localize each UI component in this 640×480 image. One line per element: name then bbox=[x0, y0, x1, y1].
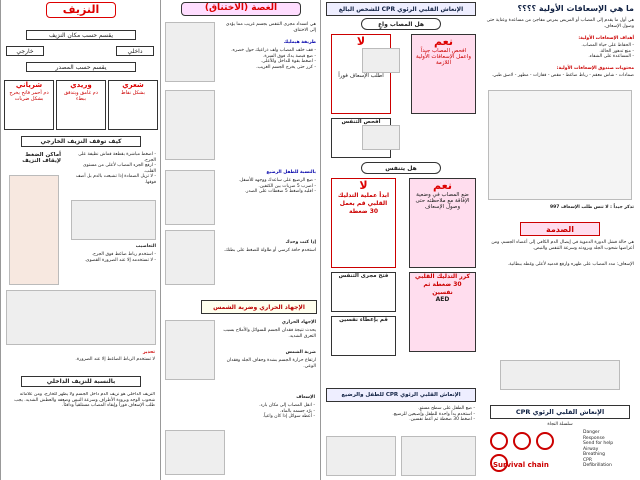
drsabc-airway: Airway bbox=[583, 446, 599, 452]
choking-image bbox=[165, 22, 215, 82]
check-breathing-box: افحص التنفس bbox=[331, 118, 391, 158]
choking-column bbox=[160, 0, 320, 480]
bleeding-title: النزيف bbox=[46, 2, 116, 18]
cpr-main-title: الإنعاش القلبي الرئوي CPR bbox=[490, 405, 630, 419]
stop-title: كيف توقف النزيف الخارجي bbox=[21, 136, 141, 147]
heat-title: الإجهاد الحراري وضربة الشمس bbox=[201, 300, 317, 314]
chain-link-1 bbox=[490, 432, 508, 450]
heat-stroke-text: ارتفاع حرارة الجسم بشدة وجفاف الجلد وفقدان الوعي. bbox=[226, 358, 316, 369]
heat-stroke-title: ضربة الشمس bbox=[285, 350, 316, 355]
type-arterial: شرياني دم أحمر فاتح يخرج بشكل ضربات bbox=[4, 80, 54, 130]
drsabc-send: Send for help bbox=[583, 441, 614, 446]
choking-title: الغصة (الاختناق) bbox=[181, 2, 301, 16]
firstaid-column bbox=[480, 0, 640, 480]
chain-circles bbox=[490, 432, 570, 460]
drsabc-list bbox=[580, 430, 635, 469]
internal-label: داخلي bbox=[116, 46, 154, 56]
q-breathing: هل يتنفس bbox=[361, 162, 441, 174]
shock-title: الصدمة bbox=[520, 222, 600, 236]
airway-box: فتح مجرى التنفس bbox=[331, 272, 396, 312]
cooling-image bbox=[165, 430, 225, 475]
heimlich-steps: - قف خلف المصاب ولف ذراعيك حول خصره. - ضع قبضة يدك فوق السرة. - اضغط بقوة للداخل وللأعلى. - كرر حتى يخرج الجسم الغريب. bbox=[231, 48, 316, 70]
drsabc-breathing: Breathing bbox=[583, 452, 605, 457]
call-note: تذكر جيداً : لا تنس طلب الإسعاف 997 bbox=[550, 205, 634, 210]
self-choking-title: إذا كنت وحدك bbox=[285, 240, 316, 245]
firstaid-title: ما هي الإسعافات الأولية ؟؟؟؟ bbox=[517, 4, 634, 13]
bleeding-types bbox=[4, 80, 158, 130]
internal-bleeding-title: بالنسبة للنزيف الداخلي bbox=[21, 376, 141, 387]
type-venous: وريدي دم غامق ويتدفق ببطء bbox=[56, 80, 106, 130]
chain-link-4 bbox=[490, 454, 508, 472]
internal-bleeding-text: النزيف الداخلي هو نزيف الدم داخل الجسم ولا يظهر للخارج، ومن علاماته شحوب الوجه وبرودة الأطراف وسرعة النبض وضعفه والعطش الشديد. يجب طلب الإسعاف فوراً وإبقاء المصاب مستلقياً ودافئاً. bbox=[14, 392, 155, 408]
goals-text: - الحفاظ على حياة المصاب. - منع تدهور الحالة. - المساعدة على الشفاء. bbox=[581, 43, 634, 59]
choking-intro: هي انسداد مجرى التنفس بجسم غريب مما يؤدي إلى الاختناق. bbox=[225, 22, 316, 33]
self-choking-text: استخدم حافة كرسي أو طاولة للضغط على بطنك. bbox=[223, 248, 316, 253]
heat-exhaustion-text: يحدث نتيجة فقدان الجسم للسوائل والأملاح بسبب التعرق الشديد. bbox=[223, 328, 316, 339]
chain-link-3 bbox=[536, 432, 554, 450]
survival-chain-label: Survival chain bbox=[493, 461, 549, 469]
drsabc-cpr: CPR bbox=[583, 457, 592, 463]
heat-exhaustion-title: الإجهاد الحراري bbox=[281, 320, 316, 325]
cpr-adult-column bbox=[320, 0, 480, 480]
drsabc-defib: Defibrillation bbox=[583, 463, 612, 468]
firstaid-intro: هي أول ما يقدم إلى المصاب أو المريض بمرض مفاجئ من مساعدة وعناية حتى وصول الإسعاف. bbox=[486, 18, 634, 29]
q-conscious: هل المصاب واعٍ bbox=[361, 18, 441, 30]
cpr-child-image bbox=[326, 436, 396, 476]
tourniquet-text: - استخدم رباط ضاغط فوق الجرح. - لا تستخدمه إلا عند الضرورة القصوى. bbox=[84, 252, 156, 263]
kit-text: ضمادات - شاش معقم - رباط ضاغط - مقص - قفازات - مطهر - لاصق طبي. bbox=[491, 73, 634, 78]
warning-text: لا تستخدم الرباط الضاغط إلا عند الضرورة. bbox=[75, 357, 155, 362]
cpr-adult-title: الإنعاش القلبي الرئوي CPR للشخص البالغ bbox=[326, 2, 476, 16]
yes-breathing-box: نعم ضع المصاب في وضعية الإفاقة مع ملاحظته حتى وصول الإسعاف bbox=[409, 178, 476, 268]
bandage-image bbox=[71, 200, 156, 240]
infant-back-blows-image bbox=[165, 170, 215, 225]
infant-choking-text: - ضع الرضيع على ساعدك ووجهه للأسفل. - اضرب 5 ضربات بين الكتفين. - اقلبه واضغط 5 ضغطات على الصدر. bbox=[238, 178, 316, 194]
cpr-infant-image bbox=[401, 436, 476, 476]
place-label: يقسم حسب مكان النزيف bbox=[26, 30, 136, 40]
repeat-box: كرر التدليك القلبي 30 ضغطة ثم نفسين AED bbox=[409, 272, 476, 352]
first-aid-kit-image bbox=[488, 90, 632, 200]
shock-text: هي حالة فشل الدورة الدموية في إيصال الدم الكافي إلى أعضاء الجسم، ومن أعراضها شحوب الجلد وبرودته وسرعة التنفس والنبض. bbox=[491, 240, 634, 251]
type-capillary: شعري بشكل نقاط bbox=[108, 80, 158, 130]
no-conscious-box: لا اطلب الإسعاف فوراً bbox=[331, 34, 391, 114]
pressure-title: أماكن الضغط لإيقاف النزيف bbox=[22, 152, 61, 164]
shock-position-image bbox=[500, 360, 620, 390]
cpr-child-text: - ضع الطفل على سطح مستوٍ. - استخدم يداً واحدة للطفل وإصبعين للرضيع. - اضغط 30 ضغطة ثم أعط نفسين. bbox=[392, 406, 475, 422]
unconscious-image bbox=[362, 48, 400, 73]
drsabc-danger: Danger bbox=[583, 430, 600, 435]
no-breathing-box: لا ابدأ عملية التدليك القلبي قم بعمل 30 ضغطة bbox=[331, 178, 396, 268]
heimlich-title: طريقة هيمليك bbox=[283, 40, 316, 45]
external-label: خارجي bbox=[6, 46, 44, 56]
yes-conscious-box: نعم افحص المصاب جيداً واعمل الإسعافات الأولية اللازمة bbox=[411, 34, 476, 114]
source-label: يقسم حسب المصدر bbox=[26, 62, 136, 72]
goals-title: أهداف الإسعافات الأولية: bbox=[578, 36, 634, 41]
heimlich-image bbox=[165, 90, 215, 160]
body-pressure-points-image bbox=[9, 175, 59, 285]
tourniquet-image bbox=[6, 290, 156, 345]
heat-treatment-title: الإسعاف bbox=[296, 395, 315, 400]
check-breathing-image bbox=[362, 125, 400, 150]
breaths-box: قم بإعطاء نفسين bbox=[331, 316, 396, 356]
aed-label: AED bbox=[435, 296, 450, 303]
infant-chest-thrust-image bbox=[165, 230, 215, 285]
bleeding-column bbox=[0, 0, 160, 480]
chain-link-2 bbox=[513, 432, 531, 450]
tourniquet-title: التعاصيب bbox=[135, 244, 156, 249]
heat-treatment-text: - انقل المصاب إلى مكان بارد. - برّد جسمه بالماء. - أعطه سوائل إذا كان واعياً. bbox=[259, 403, 315, 419]
warning-title: تحذير bbox=[142, 350, 155, 355]
stop-text: - اضغط مباشرة بقطعة قماش نظيفة على الجرح. - ارفع الجزء المصاب لأعلى من مستوى القلب. - لا تزيل الضمادة إذا تشبعت بالدم بل أضف فوقها. bbox=[75, 152, 156, 185]
heat-image bbox=[165, 320, 215, 380]
shock-treatment: الإسعاف: مدد المصاب على ظهره وارفع قدميه لأعلى وغطه ببطانية. bbox=[507, 262, 634, 267]
drsabc-response: Response bbox=[583, 435, 605, 441]
infant-choking-title: بالنسبة للطفل الرضيع bbox=[266, 170, 316, 175]
chain-label: سلسلة النجاة bbox=[547, 422, 573, 427]
cpr-child-title: الإنعاش القلبي الرئوي CPR للطفل والرضيع bbox=[326, 388, 476, 402]
kit-title: محتويات صندوق الإسعافات الأولية: bbox=[556, 66, 634, 71]
